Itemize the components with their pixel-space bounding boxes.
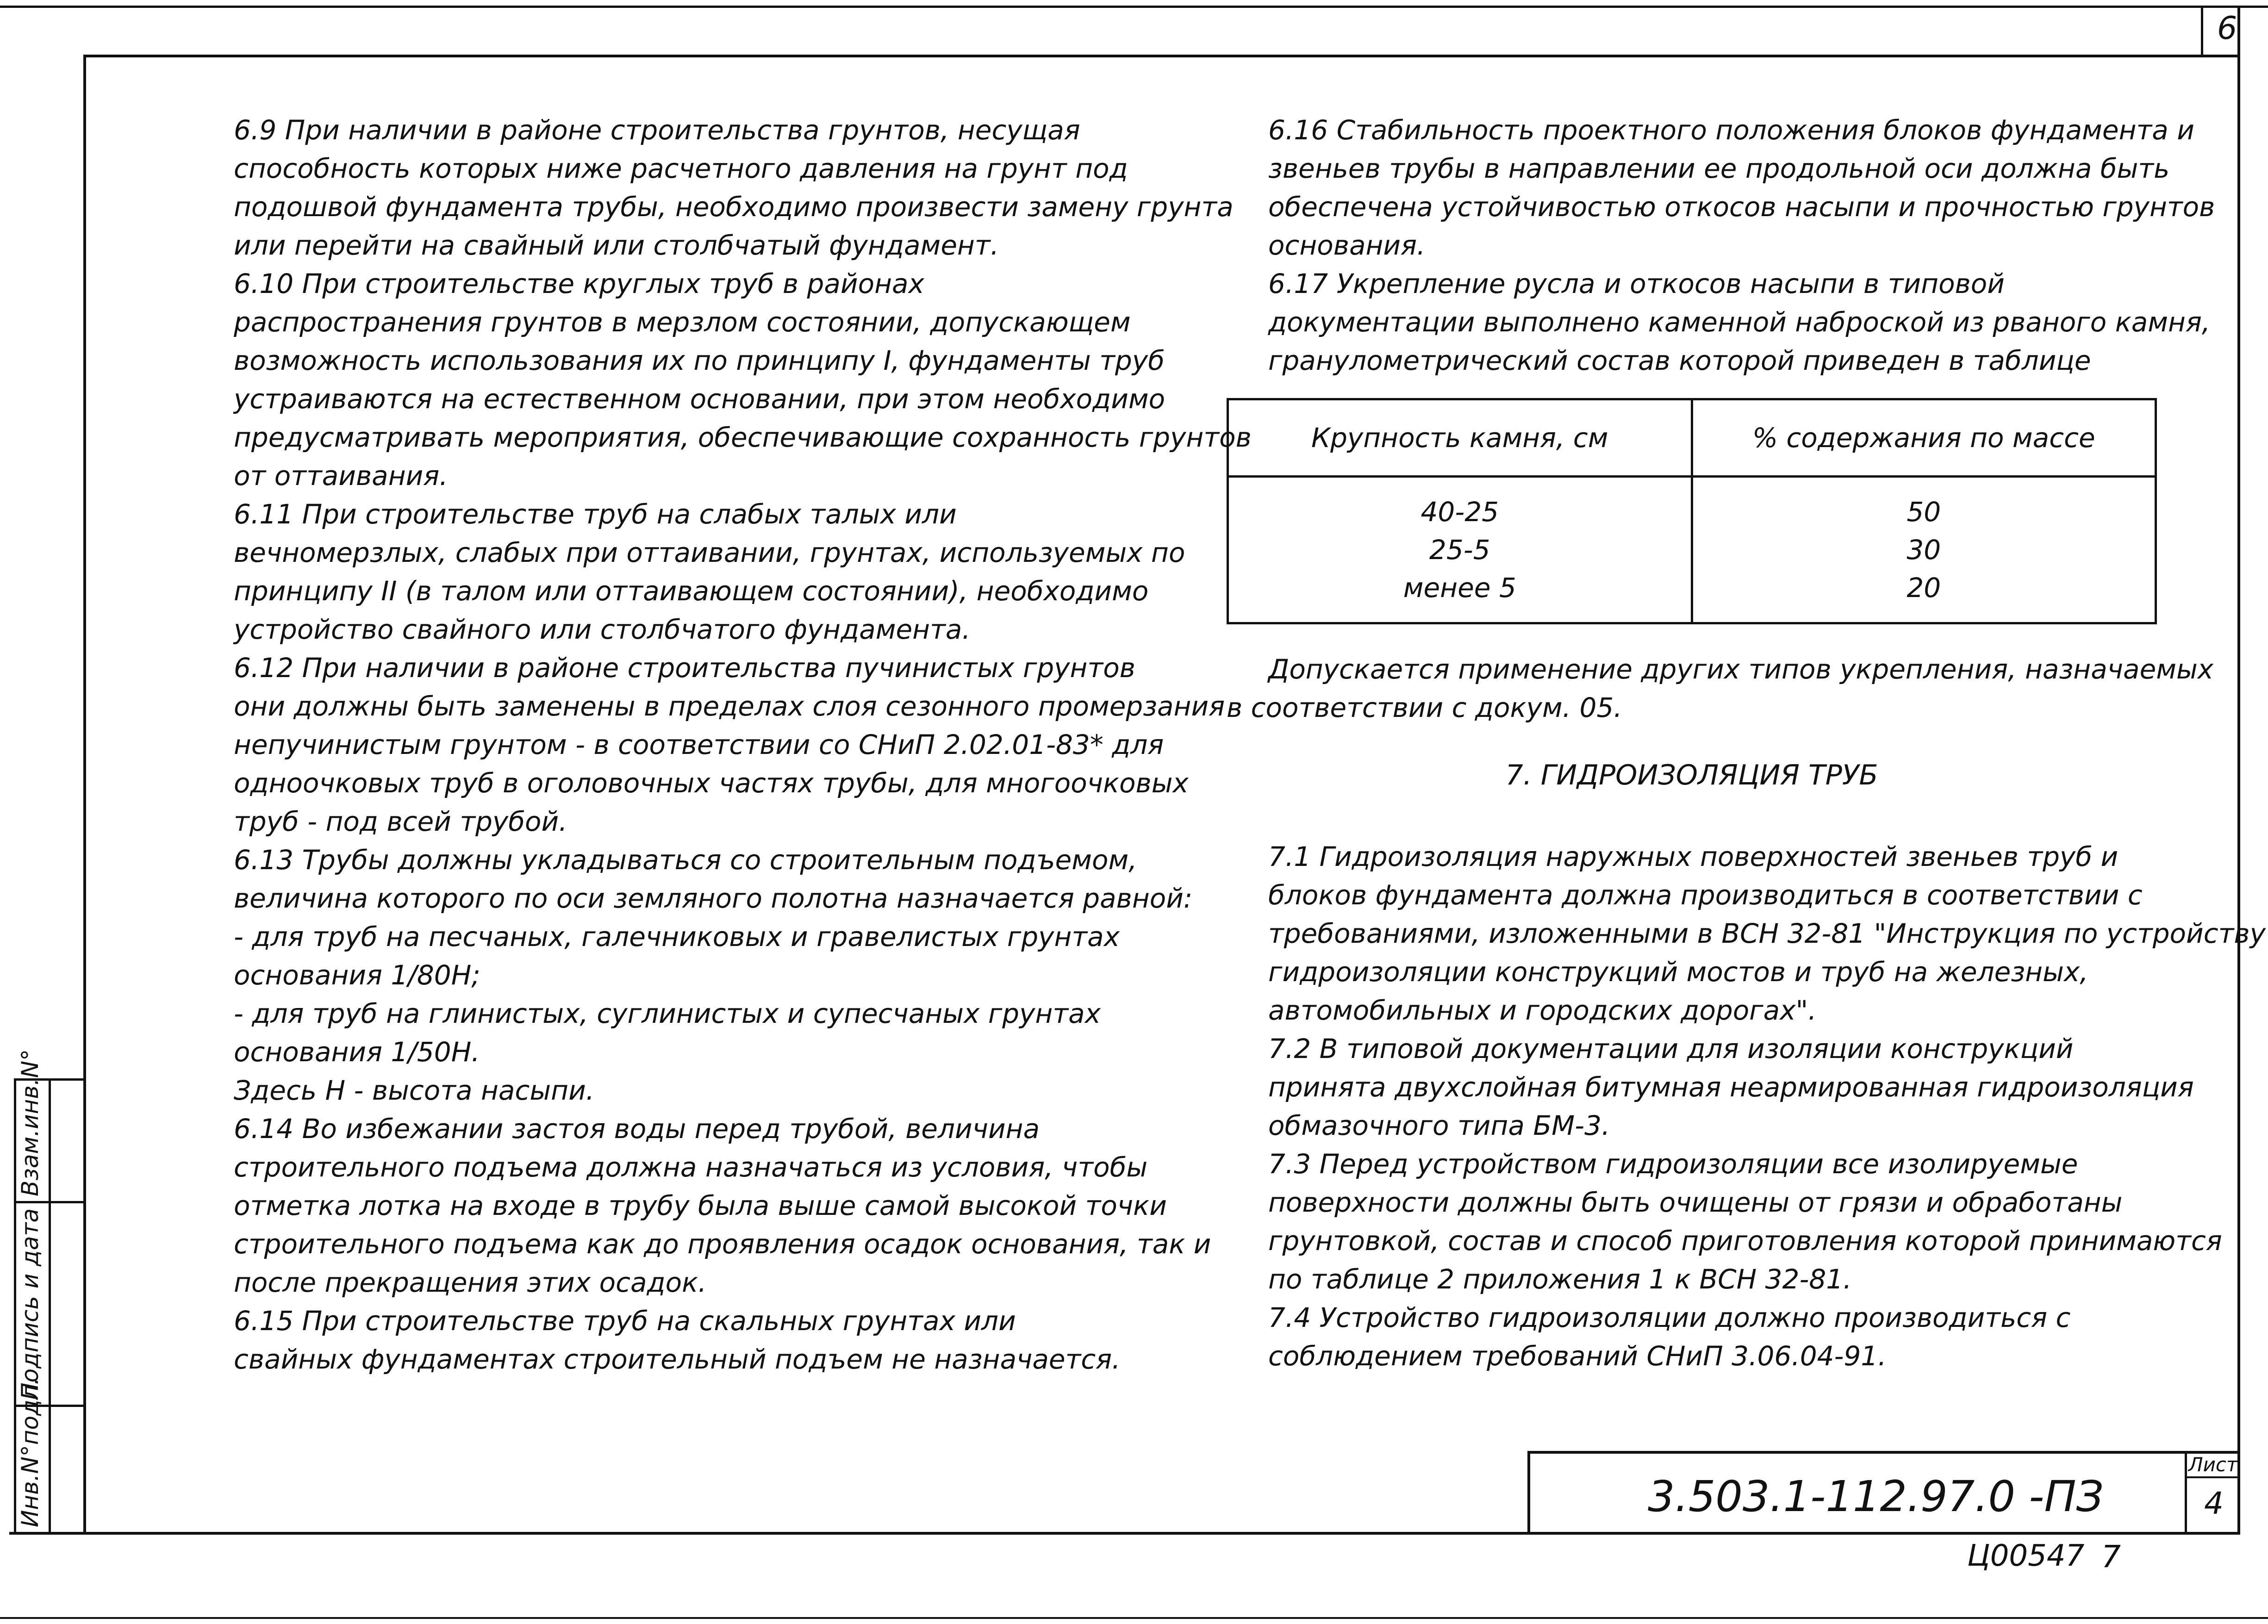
stamp-sheet-divider	[2185, 1476, 2240, 1478]
paragraph-7-3: 7.3 Перед устройством гидроизоляции все изолируемые поверхности должны быть очищены от грязи и обработаны грунтовкой, состав и способ приготовления которой принимаются по таблице 2 приложения 1 к ВСН 32-81.	[1268, 1148, 2222, 1295]
table-cell-sizes	[1228, 477, 1692, 623]
frame-bottom	[9, 1532, 2240, 1535]
page-number-top: 6	[2217, 10, 2237, 47]
side-label-vzam: Взам.инв.N°	[17, 1049, 44, 1196]
frame-top	[83, 55, 2240, 57]
section-heading: 7. ГИДРОИЗОЛЯЦИЯ ТРУБ	[1505, 759, 1878, 791]
percent-value: 20	[1907, 572, 1941, 604]
size-value: менее 5	[1403, 572, 1516, 604]
percent-value: 50	[1907, 496, 1941, 528]
paragraph-6-13-note: Здесь H - высота насыпи.	[234, 1075, 595, 1106]
sheet-label: Лист	[2188, 1453, 2238, 1476]
table-header-percent: % содержания по массе	[1692, 399, 2156, 477]
paragraph-6-14: 6.14 Во избежании застоя воды перед трубой, величина строительного подъема должна назначаться из условия, чтобы отметка лотка на входе в трубу была выше самой высокой точки строительного подъема как до проявления осадок основания, так и после прекращения этих осадок.	[234, 1113, 1211, 1298]
percent-value: 30	[1907, 534, 1941, 566]
table-header-size: Крупность камня, см	[1228, 399, 1692, 477]
size-value: 25-5	[1429, 534, 1490, 566]
frame-left	[83, 55, 86, 1535]
stamp-top	[1527, 1451, 2240, 1454]
paragraph-6-13: 6.13 Трубы должны укладываться со строительным подъемом, величина которого по оси земляного полотна назначается равной:	[234, 844, 1193, 914]
side-strip-div1	[14, 1201, 83, 1203]
paragraph-7-2: 7.2 В типовой документации для изоляции конструкций принята двухслойная битумная неармированная гидроизоляция обмазочного типа БМ-3.	[1268, 1033, 2194, 1141]
paragraph-7-1: 7.1 Гидроизоляция наружных поверхностей звеньев труб и блоков фундамента должна производиться в соответствии с требованиями, изложенными в ВСН 32-81 "Инструкция по устройству гидроизоляции конструкций мостов и труб на железных, автомобильных и городских дорогах".	[1268, 841, 2266, 1026]
paragraph-6-12: 6.12 При наличии в районе строительства пучинистых грунтов они должны быть заменены в пределах слоя сезонного промерзания непучинистым грунтом - в соответствии со СНиП 2.02.01-83* для одноочковых труб в оголовочных частях трубы, для многоочковых труб - под всей трубой.	[234, 652, 1225, 837]
document-code: 3.503.1-112.97.0 -ПЗ	[1648, 1472, 2104, 1521]
paragraph-6-9: 6.9 При наличии в районе строительства грунтов, несущая способность которых ниже расчетного давления на грунт под подошвой фундамента трубы, необходимо произвести замену грунта или перейти на свайный или столбчатый фундамент.	[234, 114, 1234, 261]
paragraph-6-15: 6.15 При строительстве труб на скальных грунтах или свайных фундаментах строительный подъем не назначается.	[234, 1305, 1121, 1375]
archive-number: Ц00547	[1967, 1539, 2085, 1573]
side-label-podpis: Подпись и дата	[17, 1208, 44, 1400]
bottom-cut-line	[0, 1617, 2268, 1619]
size-value: 40-25	[1421, 496, 1499, 528]
side-strip-mid	[49, 1078, 51, 1535]
right-column-bottom	[1227, 838, 2266, 1375]
archive-page: 7	[2101, 1539, 2121, 1574]
paragraph-6-13-clay: - для труб на глинистых, суглинистых и супесчаных грунтах основания 1/50H.	[234, 998, 1101, 1068]
table-row	[1228, 477, 2156, 623]
stone-size-table	[1227, 398, 2157, 624]
table-cell-percents	[1692, 477, 2156, 623]
paragraph-6-10: 6.10 При строительстве круглых труб в районах распространения грунтов в мерзлом состоянии, допускающем возможность использования их по принципу I, фундаменты труб устраиваются на естественном основании, при этом необходимо предусматривать мероприятия, обеспечивающие сохранность грунтов от оттаивания.	[234, 268, 1252, 492]
paragraph-6-16: 6.16 Стабильность проектного положения блоков фундамента и звеньев трубы в направлении ее продольной оси должна быть обеспечена устойчивостью откосов насыпи и прочностью грунтов основания.	[1268, 114, 2215, 261]
stamp-left	[1527, 1451, 1530, 1534]
top-border-line	[0, 6, 2268, 8]
stamp-sheet-left	[2185, 1451, 2187, 1534]
paragraph-6-11: 6.11 При строительстве труб на слабых талых или вечномерзлых, слабых при оттаивании, грунтах, используемых по принципу II (в талом или оттаивающем состоянии), необходимо устройство свайного или столбчатого фундамента.	[234, 498, 1185, 645]
paragraph-7-4: 7.4 Устройство гидроизоляции должно производиться с соблюдением требований СНиП 3.06.04-91.	[1268, 1302, 2071, 1372]
side-strip-left	[14, 1078, 16, 1535]
right-column-top	[1227, 111, 2215, 380]
paragraph-6-13-sand: - для труб на песчаных, галечниковых и гравелистых грунтах основания 1/80H;	[234, 921, 1120, 991]
page-number-box-left	[2201, 6, 2203, 56]
after-table-note: Допускается применение других типов укрепления, назначаемых в соответствии с докум. 05.	[1227, 653, 2214, 723]
paragraph-6-17: 6.17 Укрепление русла и откосов насыпи в типовой документации выполнено каменной наброской из рваного камня, гранулометрический состав которой приведен в таблице	[1268, 268, 2211, 376]
left-column	[192, 111, 1252, 1379]
table-header-row	[1228, 399, 2156, 477]
sheet-number: 4	[2204, 1486, 2224, 1521]
side-label-inv-podl: Инв.N°подл.	[17, 1377, 44, 1527]
